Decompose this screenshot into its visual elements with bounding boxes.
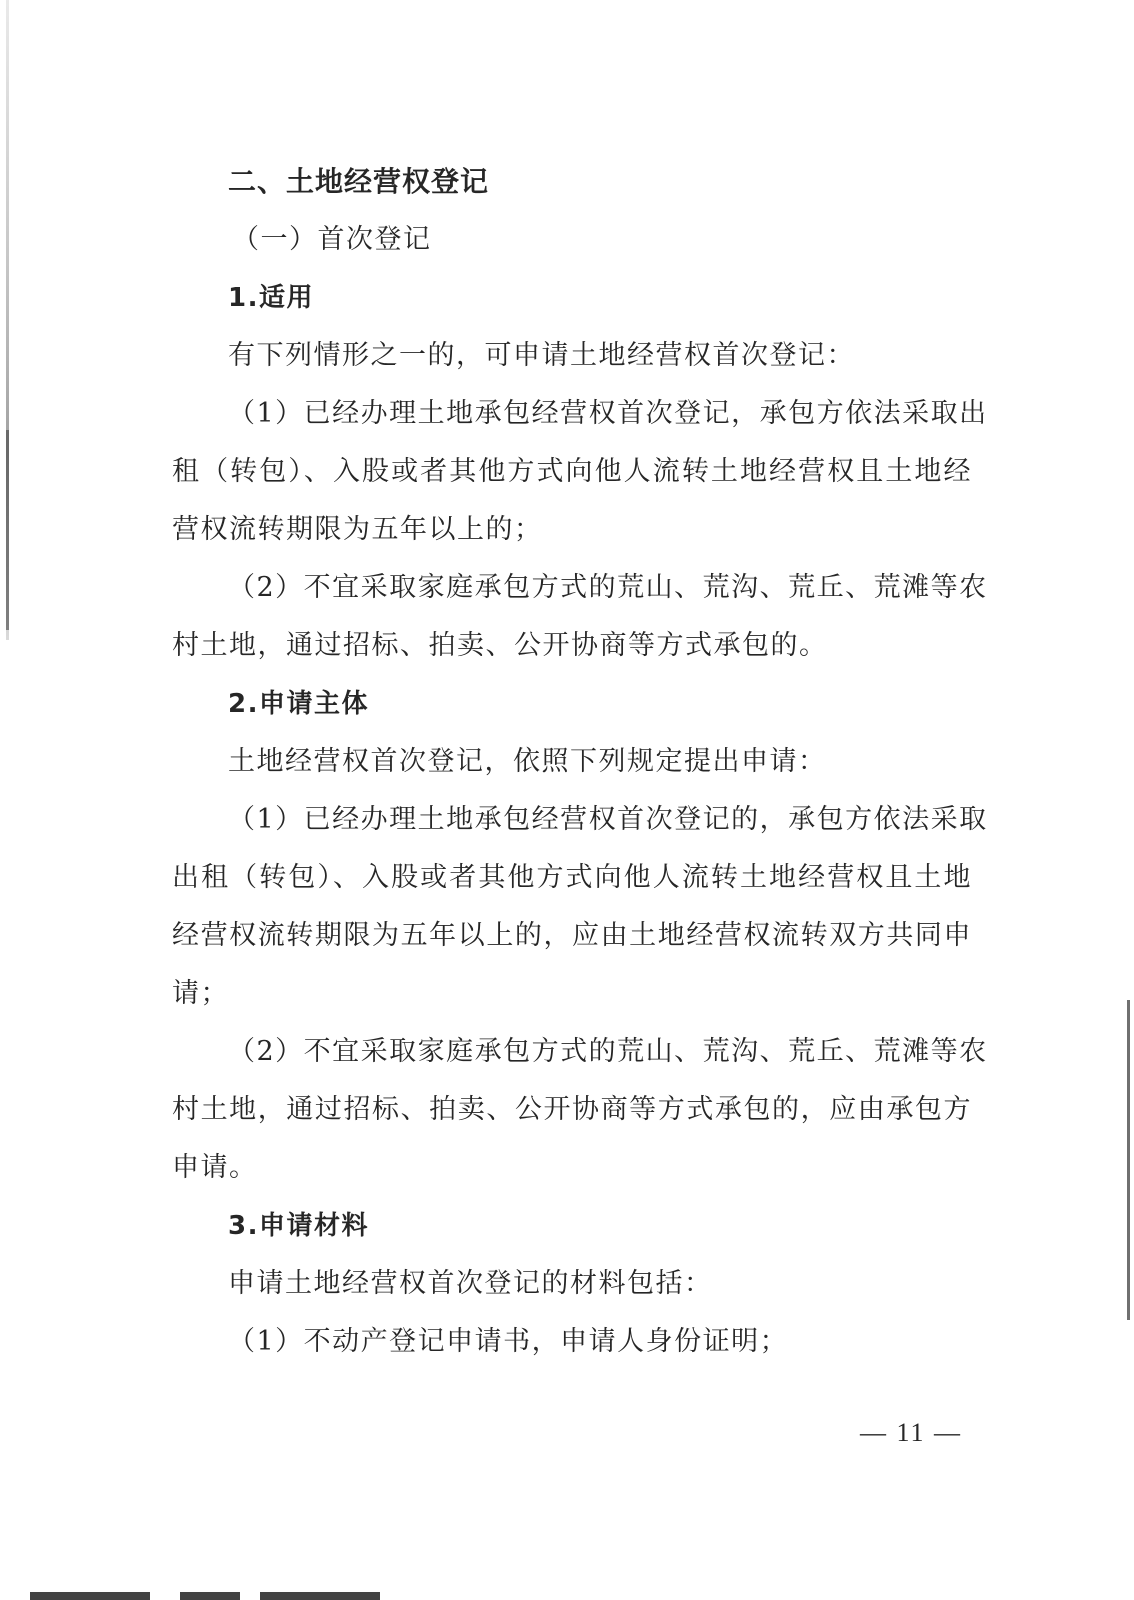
item-2-clause-2-line-2: 村土地，通过招标、拍卖、公开协商等方式承包的，应由承包方 xyxy=(172,1094,972,1125)
scan-bottom-artifact xyxy=(30,1592,390,1600)
item-2-title: 2.申请主体 xyxy=(228,689,369,719)
item-1-clause-1-line-2: 租（转包）、入股或者其他方式向他人流转土地经营权且土地经 xyxy=(172,456,972,487)
subsection-heading: （一）首次登记 xyxy=(232,224,432,255)
scan-edge-artifact xyxy=(1127,1000,1130,1320)
scan-edge-artifact xyxy=(6,430,9,630)
item-3-title: 3.申请材料 xyxy=(228,1211,369,1241)
item-3-intro: 申请土地经营权首次登记的材料包括： xyxy=(228,1268,713,1299)
item-2-intro: 土地经营权首次登记，依照下列规定提出申请： xyxy=(228,746,827,777)
item-2-clause-1-line-1: （1）已经办理土地承包经营权首次登记的，承包方依法采取 xyxy=(228,804,988,835)
item-2-clause-2-line-3: 申请。 xyxy=(172,1152,258,1183)
item-1-clause-2-line-1: （2）不宜采取家庭承包方式的荒山、荒沟、荒丘、荒滩等农 xyxy=(228,572,988,603)
item-1-clause-2-line-2: 村土地，通过招标、拍卖、公开协商等方式承包的。 xyxy=(172,630,828,661)
item-1-intro: 有下列情形之一的，可申请土地经营权首次登记： xyxy=(228,340,855,371)
item-2-clause-1-line-3: 经营权流转期限为五年以上的，应由土地经营权流转双方共同申 xyxy=(172,920,972,951)
item-2-clause-2-line-1: （2）不宜采取家庭承包方式的荒山、荒沟、荒丘、荒滩等农 xyxy=(228,1036,988,1067)
item-2-clause-1-line-2: 出租（转包）、入股或者其他方式向他人流转土地经营权且土地 xyxy=(172,862,972,893)
item-1-clause-1-line-1: （1）已经办理土地承包经营权首次登记，承包方依法采取出 xyxy=(228,398,988,429)
item-3-clause-1: （1）不动产登记申请书，申请人身份证明； xyxy=(228,1326,789,1357)
page-number: — 11 — xyxy=(860,1418,963,1447)
item-2-clause-1-line-4: 请； xyxy=(172,978,229,1009)
item-1-title: 1.适用 xyxy=(228,283,314,313)
item-1-clause-1-line-3: 营权流转期限为五年以上的； xyxy=(172,514,543,545)
section-heading: 二、土地经营权登记 xyxy=(228,165,490,198)
